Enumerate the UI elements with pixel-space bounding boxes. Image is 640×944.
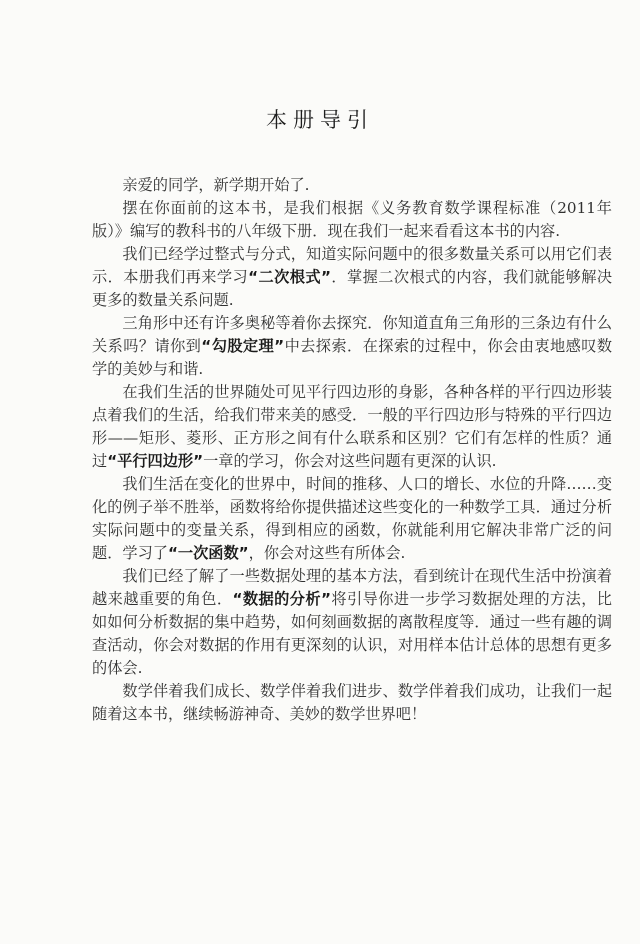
paragraph — [92, 243, 612, 312]
paragraph — [92, 381, 612, 473]
paragraph-text: 中去探索．在探索的过程中，你会由衷地感叹数学的美妙与和谐. — [92, 337, 613, 378]
paragraph-text: 我们已经了解了一些数据处理的基本方法，看到统计在现代生活中扮演着越来越重要的角色． — [92, 567, 612, 608]
paragraph-text: 亲爱的同学，新学期开始了. — [122, 176, 310, 194]
paragraph — [92, 473, 612, 565]
paragraph-text: 我们已经学过整式与分式，知道实际问题中的很多数量关系可以用它们表示．本册我们再来学习 — [92, 245, 612, 286]
page-title: 本册导引 — [266, 108, 374, 132]
paragraph-text: 我们生活在变化的世界中，时间的推移、人口的增长、水位的升降……变化的例子举不胜举，函数将给你提供描述这些变化的一种数学工具．通过分析实际问题中的变量关系，得到相应的函数，你就能利用它解决非常广泛的问题．学习了 — [92, 475, 612, 562]
paragraph — [92, 174, 612, 197]
highlighted-term: “数据的分析” — [232, 590, 331, 608]
paragraph — [92, 680, 612, 726]
highlighted-term: “平行四边形” — [107, 452, 204, 470]
paragraph — [92, 197, 612, 243]
paragraph — [92, 565, 612, 680]
paragraph-text: 数学伴着我们成长、数学伴着我们进步、数学伴着我们成功，让我们一起随着这本书，继续畅游神奇、美妙的数学世界吧！ — [92, 682, 612, 723]
paragraph-text: 摆在你面前的这本书，是我们根据《义务教育数学课程标准（2011年版）》编写的教科书的八年级下册．现在我们一起来看看这本书的内容. — [92, 199, 612, 240]
intro-body — [92, 174, 612, 726]
paragraph-text: 三角形中还有许多奥秘等着你去探究．你知道直角三角形的三条边有什么关系吗？请你到 — [92, 314, 612, 355]
highlighted-term: “一次函数” — [167, 544, 249, 562]
paragraph-text: 将引导你进一步学习数据处理的方法，比如如何分析数据的集中趋势，如何刻画数据的离散程度等．通过一些有趣的调查活动，你会对数据的作用有更深刻的认识，对用样本估计总体的思想有更多的体会. — [92, 590, 612, 677]
paragraph-text: ．掌握二次根式的内容，我们就能够解决更多的数量关系问题. — [92, 268, 613, 309]
paragraph-text: 一章的学习，你会对这些问题有更深的认识. — [203, 452, 497, 470]
highlighted-term: “二次根式” — [248, 268, 331, 286]
highlighted-term: “勾股定理” — [201, 337, 285, 355]
paragraph-text: 在我们生活的世界随处可见平行四边形的身影，各种各样的平行四边形装点着我们的生活，给我们带来美的感受．一般的平行四边形与特殊的平行四边形——矩形、菱形、正方形之间有什么联系和区别？它们有怎样的性质？通过 — [92, 383, 612, 470]
paragraph-text: ，你会对这些有所体会. — [248, 544, 406, 562]
paragraph — [92, 312, 612, 381]
